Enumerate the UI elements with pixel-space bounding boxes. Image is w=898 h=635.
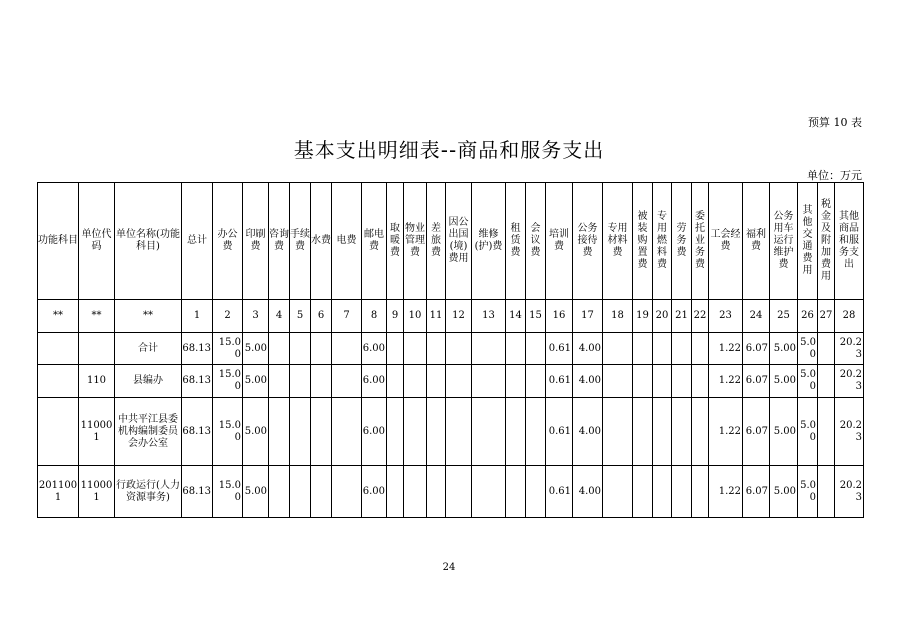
header-cell: 手续费: [290, 183, 311, 300]
table-cell: [818, 466, 835, 518]
header-cell: 电费: [332, 183, 362, 300]
table-cell: [818, 398, 835, 466]
index-cell: 27: [818, 300, 835, 333]
table-cell: 0.61: [546, 333, 573, 365]
table-cell: [427, 333, 446, 365]
index-cell: 18: [603, 300, 633, 333]
table-cell: [603, 398, 633, 466]
table-cell: [427, 398, 446, 466]
index-cell: 17: [573, 300, 603, 333]
table-cell: 110001: [79, 466, 115, 518]
index-cell: **: [38, 300, 79, 333]
table-cell: [692, 398, 709, 466]
index-cell: 25: [770, 300, 798, 333]
table-cell: 1.22: [709, 466, 743, 518]
table-cell: [79, 333, 115, 365]
table-cell: [818, 333, 835, 365]
table-cell: [311, 333, 332, 365]
header-cell: 其他交通费用: [798, 183, 818, 300]
table-cell: [818, 365, 835, 398]
table-cell: 68.13: [182, 365, 213, 398]
index-cell: 24: [743, 300, 770, 333]
table-cell: [653, 365, 672, 398]
table-cell: [692, 466, 709, 518]
index-cell: 3: [243, 300, 269, 333]
header-cell: 功能科目: [38, 183, 79, 300]
table-cell: 15.00: [213, 365, 243, 398]
table-cell: 4.00: [573, 466, 603, 518]
table-cell: 5.00: [770, 365, 798, 398]
table-cell: [672, 398, 692, 466]
table-cell: [38, 398, 79, 466]
table-cell: 68.13: [182, 398, 213, 466]
table-cell: [290, 466, 311, 518]
table-cell: 5.00: [798, 365, 818, 398]
header-cell: 培训费: [546, 183, 573, 300]
table-cell: [603, 333, 633, 365]
table-cell: 6.00: [362, 333, 387, 365]
header-cell: 总计: [182, 183, 213, 300]
index-cell: 14: [506, 300, 526, 333]
index-cell: 22: [692, 300, 709, 333]
table-cell: 110001: [79, 398, 115, 466]
table-cell: 68.13: [182, 333, 213, 365]
table-cell: 5.00: [798, 466, 818, 518]
table-row: [38, 333, 864, 365]
table-cell: [290, 365, 311, 398]
table-cell: 20.23: [835, 398, 864, 466]
table-cell: [526, 398, 546, 466]
index-cell: 28: [835, 300, 864, 333]
page-title: 基本支出明细表--商品和服务支出: [293, 138, 605, 162]
table-cell: 6.00: [362, 466, 387, 518]
table-cell: [603, 466, 633, 518]
index-cell: 15: [526, 300, 546, 333]
table-cell: 20.23: [835, 365, 864, 398]
table-cell: 4.00: [573, 365, 603, 398]
header-cell: 委托业务费: [692, 183, 709, 300]
table-cell: [387, 333, 404, 365]
table-cell: 县编办: [115, 365, 182, 398]
unit-label: 单位：万元: [807, 169, 862, 182]
table-cell: [672, 365, 692, 398]
table-cell: 5.00: [770, 333, 798, 365]
table-cell: [332, 398, 362, 466]
table-cell: [387, 398, 404, 466]
table-cell: [311, 365, 332, 398]
table-cell: [427, 365, 446, 398]
table-cell: 15.00: [213, 333, 243, 365]
table-cell: 4.00: [573, 398, 603, 466]
index-cell: 6: [311, 300, 332, 333]
table-cell: [653, 333, 672, 365]
table-cell: 5.00: [770, 466, 798, 518]
table-cell: [404, 466, 427, 518]
table-cell: [653, 466, 672, 518]
table-cell: [672, 333, 692, 365]
table-cell: 110: [79, 365, 115, 398]
index-cell: 7: [332, 300, 362, 333]
table-cell: 5.00: [798, 398, 818, 466]
table-cell: [603, 365, 633, 398]
index-cell: 4: [269, 300, 290, 333]
table-cell: [633, 365, 653, 398]
table-cell: 0.61: [546, 466, 573, 518]
table-cell: 15.00: [213, 398, 243, 466]
table-cell: 6.07: [743, 333, 770, 365]
table-cell: 合计: [115, 333, 182, 365]
index-cell: 11: [427, 300, 446, 333]
table-cell: 5.00: [770, 398, 798, 466]
index-cell: 20: [653, 300, 672, 333]
header-cell: 物业管理费: [404, 183, 427, 300]
table-cell: [446, 398, 472, 466]
header-cell: 咨询费: [269, 183, 290, 300]
header-cell: 税金及附加费用: [818, 183, 835, 300]
table-cell: [332, 365, 362, 398]
table-cell: [446, 466, 472, 518]
table-cell: [269, 333, 290, 365]
table-cell: 1.22: [709, 365, 743, 398]
header-cell: 租赁费: [506, 183, 526, 300]
table-cell: [526, 365, 546, 398]
index-cell: 9: [387, 300, 404, 333]
table-cell: [506, 333, 526, 365]
table-cell: [472, 398, 506, 466]
table-row: [38, 466, 864, 518]
table-cell: [526, 466, 546, 518]
table-cell: [404, 365, 427, 398]
table-cell: 6.07: [743, 365, 770, 398]
table-cell: [446, 365, 472, 398]
table-cell: 6.00: [362, 398, 387, 466]
header-cell: 工会经费: [709, 183, 743, 300]
header-cell: 单位代码: [79, 183, 115, 300]
index-row: [38, 300, 864, 333]
table-cell: 2011001: [38, 466, 79, 518]
table-cell: [387, 466, 404, 518]
index-cell: 5: [290, 300, 311, 333]
index-cell: **: [115, 300, 182, 333]
table-cell: [472, 466, 506, 518]
index-cell: 8: [362, 300, 387, 333]
table-cell: [332, 333, 362, 365]
table-cell: [472, 333, 506, 365]
table-cell: [332, 466, 362, 518]
table-cell: 15.00: [213, 466, 243, 518]
index-cell: 21: [672, 300, 692, 333]
header-cell: 劳务费: [672, 183, 692, 300]
header-cell: 专用燃料费: [653, 183, 672, 300]
table-cell: [692, 333, 709, 365]
index-cell: 12: [446, 300, 472, 333]
page-number: 24: [442, 562, 456, 573]
header-cell: 公务接待费: [573, 183, 603, 300]
table-cell: [311, 466, 332, 518]
header-cell: 取暖费: [387, 183, 404, 300]
table-cell: [506, 398, 526, 466]
table-cell: 0.61: [546, 398, 573, 466]
header-cell: 被装购置费: [633, 183, 653, 300]
table-cell: 6.07: [743, 398, 770, 466]
table-cell: [269, 466, 290, 518]
table-cell: 68.13: [182, 466, 213, 518]
table-cell: 中共平江县委机构编制委员会办公室: [115, 398, 182, 466]
table-cell: 1.22: [709, 333, 743, 365]
table-cell: [387, 365, 404, 398]
table-cell: 行政运行(人力资源事务): [115, 466, 182, 518]
index-cell: 13: [472, 300, 506, 333]
table-cell: [38, 365, 79, 398]
table-cell: 5.00: [243, 333, 269, 365]
expense-table: [37, 182, 864, 518]
table-cell: [269, 365, 290, 398]
table-cell: [311, 398, 332, 466]
header-cell: 公务用车运行维护费: [770, 183, 798, 300]
table-cell: 5.00: [243, 466, 269, 518]
table-cell: [290, 398, 311, 466]
table-number: 预算 10 表: [808, 116, 862, 129]
table-cell: [427, 466, 446, 518]
index-cell: 19: [633, 300, 653, 333]
table-cell: [633, 466, 653, 518]
table-cell: [692, 365, 709, 398]
table-row: [38, 398, 864, 466]
index-cell: 26: [798, 300, 818, 333]
header-cell: 水费: [311, 183, 332, 300]
header-cell: 印刷费: [243, 183, 269, 300]
index-cell: 16: [546, 300, 573, 333]
table-cell: [290, 333, 311, 365]
table-cell: 6.07: [743, 466, 770, 518]
header-row: [38, 183, 864, 300]
header-cell: 办公费: [213, 183, 243, 300]
header-cell: 其他商品和服务支出: [835, 183, 864, 300]
table-cell: [672, 466, 692, 518]
index-cell: 2: [213, 300, 243, 333]
table-cell: [653, 398, 672, 466]
header-cell: 福利费: [743, 183, 770, 300]
header-cell: 维修(护)费: [472, 183, 506, 300]
table-cell: 6.00: [362, 365, 387, 398]
table-cell: 0.61: [546, 365, 573, 398]
table-cell: [269, 398, 290, 466]
header-cell: 差旅费: [427, 183, 446, 300]
index-cell: **: [79, 300, 115, 333]
table-cell: [446, 333, 472, 365]
table-cell: 1.22: [709, 398, 743, 466]
header-cell: 单位名称(功能科目): [115, 183, 182, 300]
table-cell: [526, 333, 546, 365]
table-cell: [633, 333, 653, 365]
index-cell: 23: [709, 300, 743, 333]
table-cell: 5.00: [798, 333, 818, 365]
table-cell: 20.23: [835, 333, 864, 365]
index-cell: 10: [404, 300, 427, 333]
table-cell: [506, 365, 526, 398]
table-cell: 20.23: [835, 466, 864, 518]
table-cell: [633, 398, 653, 466]
table-cell: 5.00: [243, 398, 269, 466]
header-cell: 邮电费: [362, 183, 387, 300]
table-cell: [404, 398, 427, 466]
index-cell: 1: [182, 300, 213, 333]
table-cell: [38, 333, 79, 365]
table-cell: 5.00: [243, 365, 269, 398]
table-cell: [472, 365, 506, 398]
header-cell: 因公出国(境)费用: [446, 183, 472, 300]
header-cell: 会议费: [526, 183, 546, 300]
header-cell: 专用材料费: [603, 183, 633, 300]
table-cell: [404, 333, 427, 365]
table-row: [38, 365, 864, 398]
table-cell: [506, 466, 526, 518]
table-cell: 4.00: [573, 333, 603, 365]
